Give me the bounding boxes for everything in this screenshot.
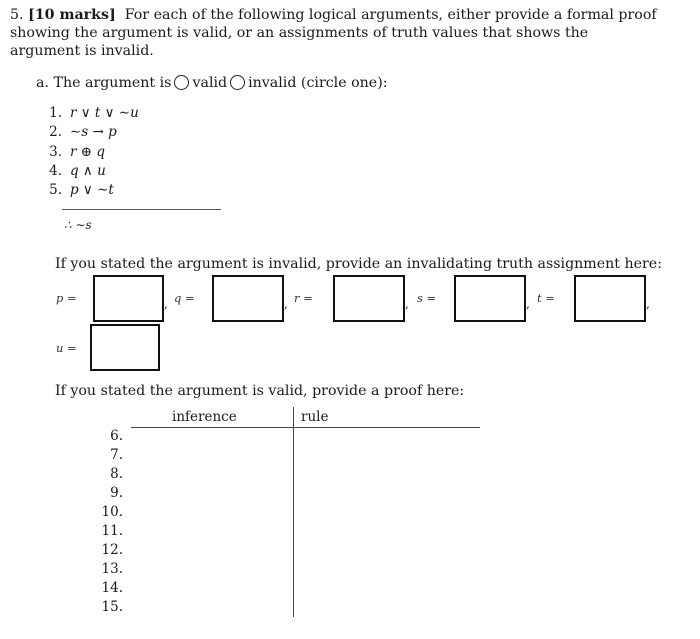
question-number: 5.	[10, 7, 24, 23]
t-label: t =	[537, 291, 555, 305]
question-marks: [10 marks]	[28, 7, 116, 23]
q-label: q =	[174, 291, 195, 305]
premise-formula: p ∨ ∼t	[70, 182, 114, 198]
part-a-prefix: a. The argument is	[36, 75, 172, 91]
conclusion-divider	[62, 209, 221, 210]
premise-3	[40, 144, 105, 160]
valid-label: valid	[192, 75, 228, 91]
proof-line-number: 12.	[101, 542, 123, 558]
valid-radio[interactable]	[174, 75, 189, 90]
invalid-radio[interactable]	[230, 75, 245, 90]
table-column-divider	[293, 407, 294, 617]
comma: ,	[646, 297, 650, 311]
proof-line-number: 10.	[101, 504, 123, 520]
t-input-box[interactable]	[574, 275, 646, 322]
premise-formula: ∼s → p	[70, 124, 117, 140]
u-input-box[interactable]	[90, 324, 160, 371]
proof-line-number: 9.	[110, 485, 123, 501]
table-header-rule	[131, 427, 480, 428]
proof-line-number: 14.	[101, 580, 123, 596]
premise-1	[40, 105, 139, 121]
premise-number: 1.	[49, 105, 62, 121]
proof-line-number: 8.	[110, 466, 123, 482]
proof-line-number: 15.	[101, 599, 123, 615]
premise-number: 5.	[49, 182, 62, 198]
question-text: For each of the following logical arguments, either provide a formal proof showing the argument is valid, or an assignments of truth values that shows the argument is invalid.	[10, 7, 657, 59]
comma: ,	[526, 297, 530, 311]
valid-prompt: If you stated the argument is valid, provide a proof here:	[55, 383, 465, 399]
inference-header: inference	[172, 409, 237, 425]
premise-2	[40, 124, 117, 140]
p-input-box[interactable]	[93, 275, 164, 322]
premise-formula: q ∧ u	[70, 163, 106, 179]
premise-formula: r ⊕ q	[70, 144, 105, 160]
comma: ,	[284, 297, 288, 311]
q-input-box[interactable]	[212, 275, 284, 322]
proof-line-number: 11.	[101, 523, 123, 539]
premise-formula: r ∨ t ∨ ∼u	[70, 105, 139, 121]
premise-5	[40, 182, 114, 198]
premise-4	[40, 163, 106, 179]
u-label: u =	[56, 341, 77, 355]
proof-line-number: 13.	[101, 561, 123, 577]
s-input-box[interactable]	[454, 275, 526, 322]
conclusion: ∴ ∼s	[64, 218, 92, 232]
s-label: s =	[417, 291, 437, 305]
premise-number: 3.	[49, 144, 62, 160]
proof-line-number: 6.	[110, 428, 123, 444]
rule-header: rule	[301, 409, 329, 425]
question-intro	[10, 6, 660, 60]
comma: ,	[405, 297, 409, 311]
invalid-label: invalid (circle one):	[248, 75, 388, 91]
premise-number: 4.	[49, 163, 62, 179]
comma: ,	[164, 297, 168, 311]
r-label: r =	[294, 291, 313, 305]
part-a-line	[36, 74, 388, 92]
invalid-prompt: If you stated the argument is invalid, provide an invalidating truth assignment here:	[55, 256, 662, 272]
proof-line-number: 7.	[110, 447, 123, 463]
premise-number: 2.	[49, 124, 62, 140]
r-input-box[interactable]	[333, 275, 405, 322]
p-label: p =	[56, 291, 77, 305]
